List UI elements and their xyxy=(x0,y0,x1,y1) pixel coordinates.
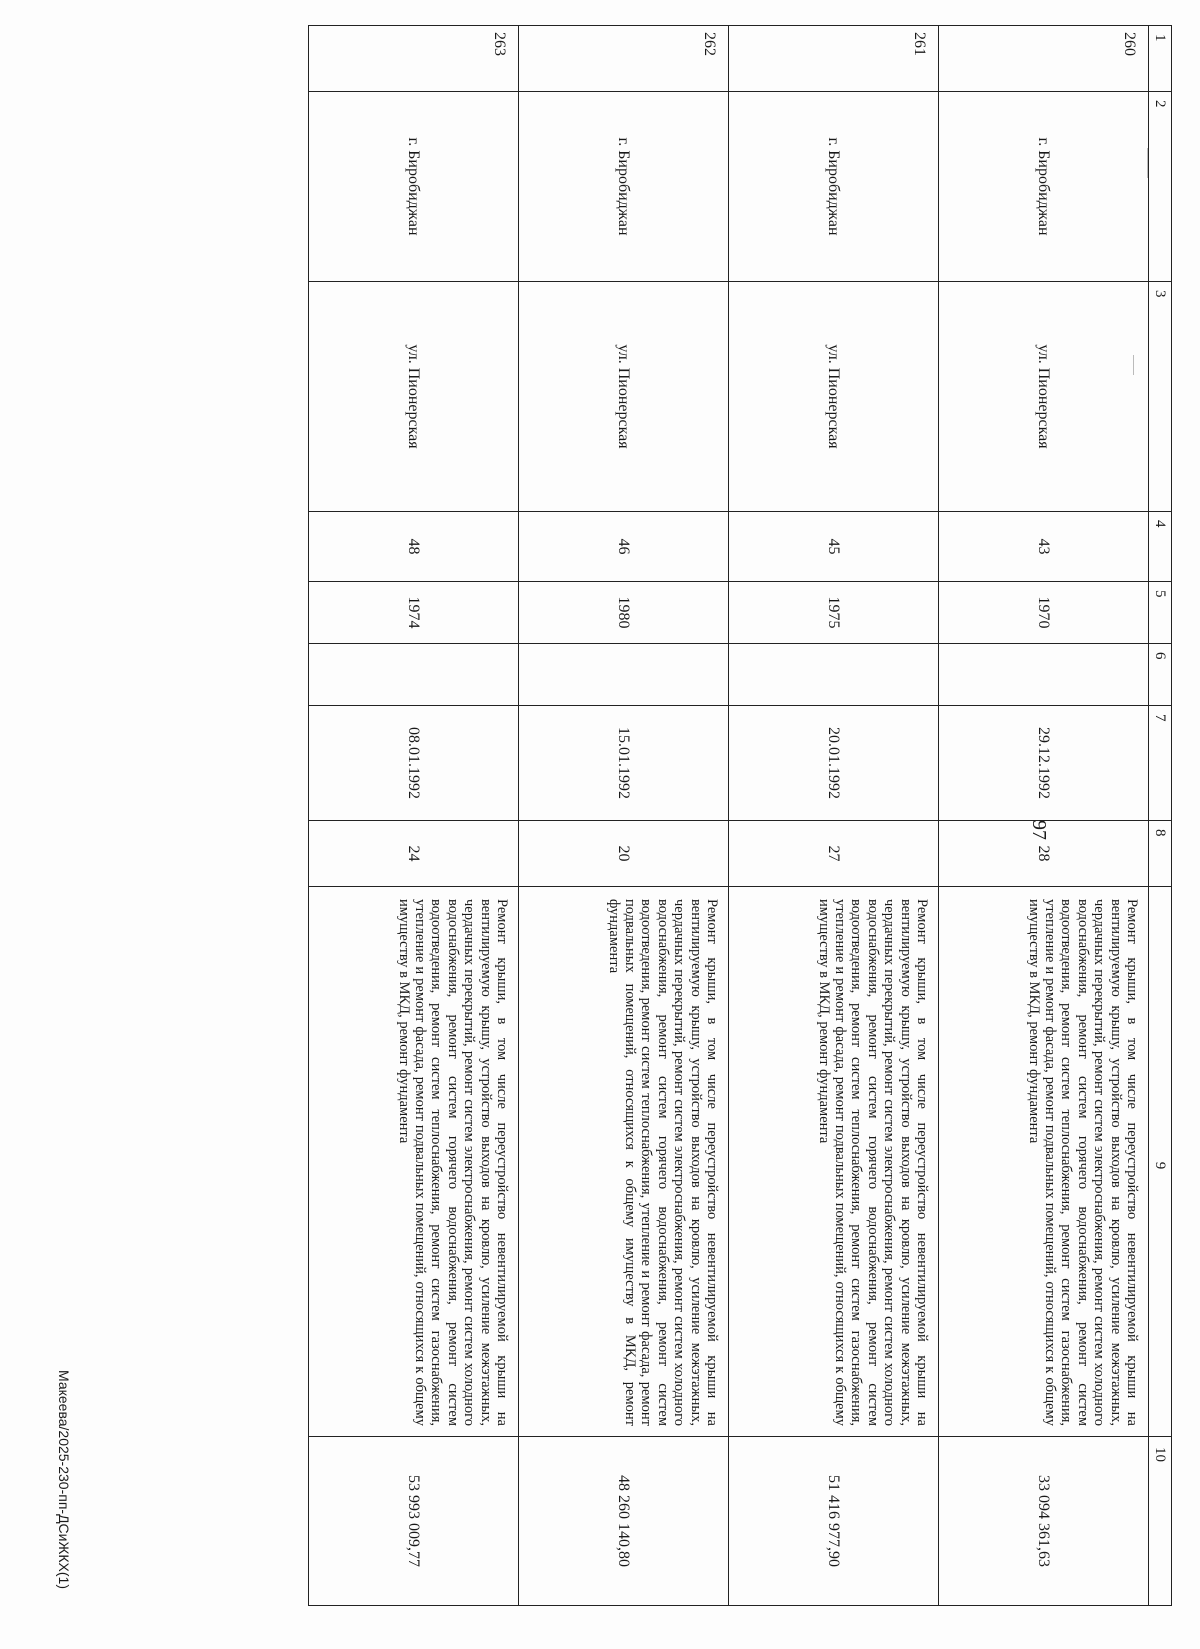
works-cell: Ремонт крыши, в том числе переустройство невентилируемой крыши на вентилируемую крышу, устройство выходов на кровлю, усиление межэтажных, чердачных перекрытий, ремонт систем электроснабжения, ремонт систем холодного водоснабжения, ремонт систем горячего водоснабжения, ремонт систем водоотведения, ремонт систем теплоснабжения, утепление и ремонт фасада, ремонт подвальных помещений, относящихся к общему имуществу в МКД, ремонт фундамента xyxy=(519,887,729,1437)
column-header: 10 xyxy=(1149,1437,1172,1606)
table-row xyxy=(519,26,729,1606)
column-header: 9 xyxy=(1149,887,1172,1437)
column-header: 2 xyxy=(1149,92,1172,282)
year-cell: 1970 xyxy=(939,582,1149,644)
count-cell: 24 xyxy=(309,821,519,887)
city-cell: г. Биробиджан xyxy=(939,92,1149,282)
column-header: 7 xyxy=(1149,706,1172,821)
table-row xyxy=(309,26,519,1606)
house-number-cell: 48 xyxy=(309,512,519,582)
table-row xyxy=(939,26,1149,1606)
page-number: 97 xyxy=(1028,820,1050,840)
date-cell: 20.01.1992 xyxy=(729,706,939,821)
count-cell: 28 xyxy=(939,821,1149,887)
house-number-cell: 46 xyxy=(519,512,729,582)
house-number-cell: 43 xyxy=(939,512,1149,582)
row-number: 262 xyxy=(519,26,729,92)
date-cell: 29.12.1992 xyxy=(939,706,1149,821)
year-cell: 1980 xyxy=(519,582,729,644)
cost-cell: 53 993 009,77 xyxy=(309,1437,519,1606)
city-cell: г. Биробиджан xyxy=(729,92,939,282)
works-cell: Ремонт крыши, в том числе переустройство невентилируемой крыши на вентилируемую крышу, устройство выходов на кровлю, усиление межэтажных, чердачных перекрытий, ремонт систем электроснабжения, ремонт систем холодного водоснабжения, ремонт систем горячего водоснабжения, ремонт систем водоотведения, ремонт систем теплоснабжения, ремонт систем газоснабжения, утепление и ремонт фасада, ремонт подвальных помещений, относящихся к общему имуществу в МКД, ремонт фундамента xyxy=(309,887,519,1437)
table-row xyxy=(729,26,939,1606)
house-number-cell: 45 xyxy=(729,512,939,582)
cost-cell: 33 094 361,63 xyxy=(939,1437,1149,1606)
date-cell: 08.01.1992 xyxy=(309,706,519,821)
column-header: 8 xyxy=(1149,821,1172,887)
scan-artifact xyxy=(1147,148,1148,178)
row-number: 263 xyxy=(309,26,519,92)
works-cell: Ремонт крыши, в том числе переустройство невентилируемой крыши на вентилируемую крышу, устройство выходов на кровлю, усиление межэтажных, чердачных перекрытий, ремонт систем электроснабжения, ремонт систем холодного водоснабжения, ремонт систем горячего водоснабжения, ремонт систем водоотведения, ремонт систем теплоснабжения, ремонт систем газоснабжения, утепление и ремонт фасада, ремонт подвальных помещений, относящихся к общему имуществу в МКД, ремонт фундамента xyxy=(939,887,1149,1437)
scan-artifact xyxy=(1133,355,1134,375)
empty-cell xyxy=(309,644,519,706)
row-number: 261 xyxy=(729,26,939,92)
year-cell: 1975 xyxy=(729,582,939,644)
street-cell: ул. Пионерская xyxy=(519,282,729,512)
street-cell: ул. Пионерская xyxy=(939,282,1149,512)
year-cell: 1974 xyxy=(309,582,519,644)
column-header: 6 xyxy=(1149,644,1172,706)
street-cell: ул. Пионерская xyxy=(309,282,519,512)
column-header: 5 xyxy=(1149,582,1172,644)
column-number-row xyxy=(1149,26,1172,1606)
empty-cell xyxy=(939,644,1149,706)
row-number: 260 xyxy=(939,26,1149,92)
city-cell: г. Биробиджан xyxy=(519,92,729,282)
date-cell: 15.01.1992 xyxy=(519,706,729,821)
count-cell: 20 xyxy=(519,821,729,887)
city-cell: г. Биробиджан xyxy=(309,92,519,282)
document-footer: Макеева/2025-230-пп-ДСиЖКХ(1) xyxy=(56,1370,72,1590)
column-header: 3 xyxy=(1149,282,1172,512)
empty-cell xyxy=(729,644,939,706)
works-cell: Ремонт крыши, в том числе переустройство невентилируемой крыши на вентилируемую крышу, устройство выходов на кровлю, усиление межэтажных, чердачных перекрытий, ремонт систем электроснабжения, ремонт систем холодного водоснабжения, ремонт систем горячего водоснабжения, ремонт систем водоотведения, ремонт систем теплоснабжения, ремонт систем газоснабжения, утепление и ремонт фасада, ремонт подвальных помещений, относящихся к общему имуществу в МКД, ремонт фундамента xyxy=(729,887,939,1437)
column-header: 4 xyxy=(1149,512,1172,582)
capital-repair-table xyxy=(308,25,1172,1606)
column-header: 1 xyxy=(1149,26,1172,92)
empty-cell xyxy=(519,644,729,706)
street-cell: ул. Пионерская xyxy=(729,282,939,512)
cost-cell: 48 260 140,80 xyxy=(519,1437,729,1606)
count-cell: 27 xyxy=(729,821,939,887)
cost-cell: 51 416 977,90 xyxy=(729,1437,939,1606)
